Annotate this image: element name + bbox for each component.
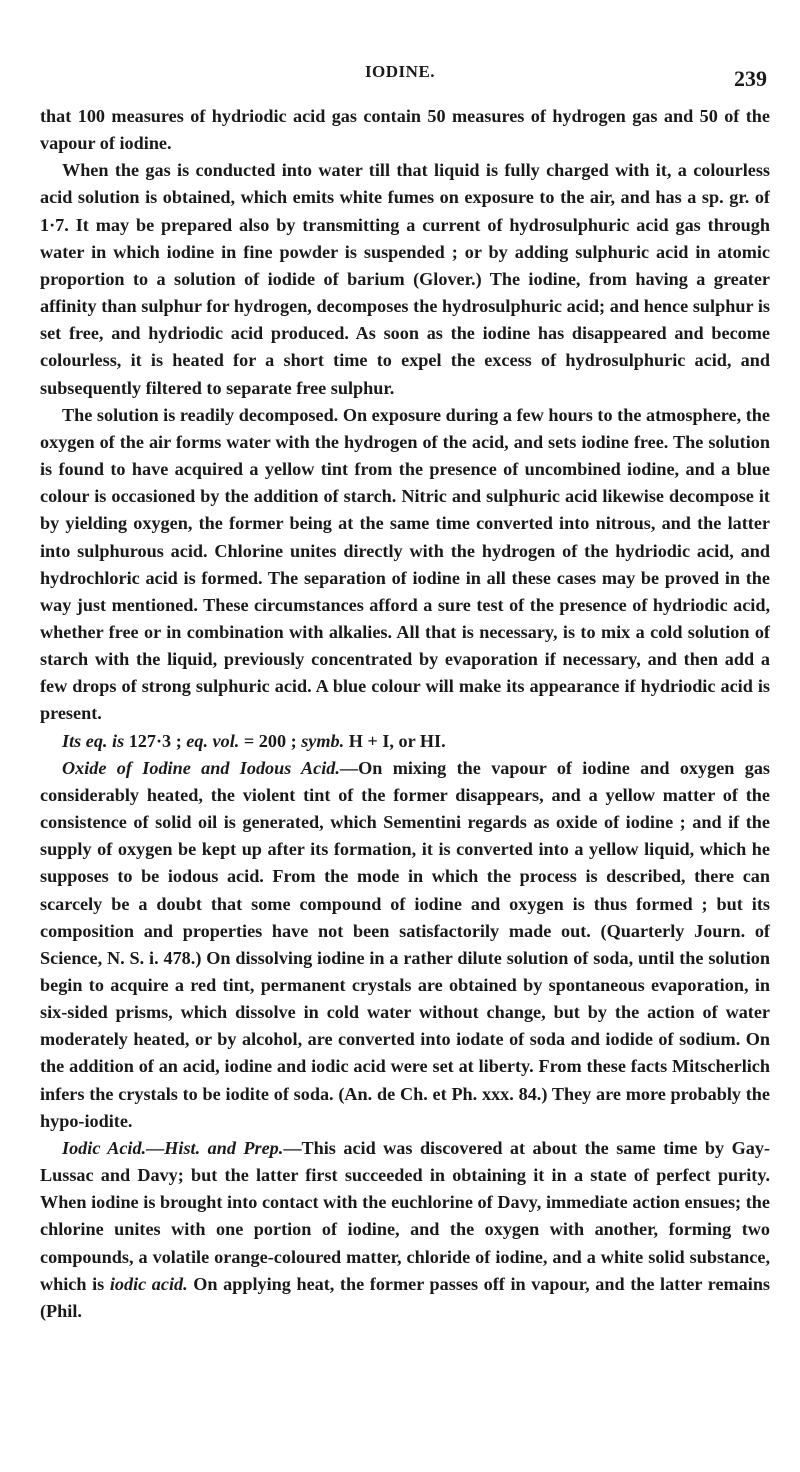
paragraph-oxide-of-iodine	[40, 755, 770, 1135]
iodic-acid-text: —This acid was discovered at about the same time by Gay-Lussac and Davy; but the latter first succeeded in obtaining it in a state of perfect purity. When iodine is brought into contact with the euchlorine of Davy, immediate action ensues; the chlorine unites with one portion of iodine, and the oxygen with another, forming two compounds, a volatile orange-coloured matter, chloride of iodine, and a white solid substance, which is	[40, 1137, 770, 1294]
iodic-acid-tail: On applying heat, the former passes off in vapour, and the latter remains (Phil.	[40, 1273, 771, 1321]
oxide-text: —On mixing the vapour of iodine and oxygen gas considerably heated, the violent tint of the former disappears, and a yellow matter of the consistence of solid oil is generated, which Sementini regards as oxide of iodine ; and if the supply of oxygen be kept up after its formation, it is converted into a yellow liquid, which he supposes to be iodous acid. From the mode in which the process is described, there can scarcely be a doubt that some compound of iodine and oxygen is thus formed ; but its composition and properties have not been satisfactorily made out. (Quarterly Journ. of Science, N. S. i. 478.) On dissolving iodine in a rather dilute solution of soda, until the solution begin to acquire a red tint, permanent crystals are obtained by spontaneous evaporation, in six-sided prisms, which dissolve in cold water without change, but by the action of water moderately heated, or by alcohol, are converted into iodate of soda and iodide of sodium. On the addition of an acid, iodine and iodic acid were set at liberty. From these facts Mitscherlich infers the crystals to be iodite of soda. (An. de Ch. et Ph. xxx. 84.) They are more probably the hypo-iodite.	[40, 757, 771, 1131]
body-text	[40, 103, 770, 1325]
paragraph-equivalent	[40, 728, 770, 755]
page-number: 239	[734, 66, 767, 91]
page-header	[0, 62, 800, 92]
section-heading-iodic-acid: Iodic Acid.—Hist. and Prep.	[62, 1137, 284, 1158]
equivalent-value: 127·3 ;	[128, 730, 182, 751]
equivalent-label: Its eq. is	[62, 730, 125, 751]
iodic-acid-term: iodic acid.	[109, 1273, 188, 1294]
paragraph-hydriodic-solution: When the gas is conducted into water till that liquid is fully charged with it, a colourless acid solution is obtained, which emits white fumes on exposure to the air, and has a sp. gr. of 1·7. It may be prepared also by transmitting a current of hydrosulphuric acid gas through water in which iodine in fine powder is suspended ; or by adding sulphuric acid in atomic proportion to a solution of iodide of barium (Glover.) The iodine, from having a greater affinity than sulphur for hydrogen, decomposes the hydrosulphuric acid; and hence sulphur is set free, and hydriodic acid produced. As soon as the iodine has disappeared and become colourless, it is heated for a short time to expel the excess of hydrosulphuric acid, and subsequently filtered to separate free sulphur.	[40, 160, 770, 398]
paragraph-hydriodic-measures: that 100 measures of hydriodic acid gas contain 50 measures of hydrogen gas and 50 of the vapour of iodine.	[40, 106, 770, 154]
paragraph-solution-decomposed: The solution is readily decomposed. On exposure during a few hours to the atmosphere, the oxygen of the air forms water with the hydrogen of the acid, and sets iodine free. The solution is found to have acquired a yellow tint from the presence of uncombined iodine, and a blue colour is occasioned by the addition of starch. Nitric and sulphuric acid likewise decompose it by yielding oxygen, the former being at the same time converted into nitrous, and the latter into sulphurous acid. Chlorine unites directly with the hydrogen of the hydriodic acid, and hydrochloric acid is formed. The separation of iodine in all these cases may be proved in the way just mentioned. These circumstances afford a sure test of the presence of hydriodic acid, whether free or in combination with alkalies. All that is necessary, is to mix a cold solution of starch with the liquid, previously concentrated by evaporation if necessary, and then add a few drops of strong sulphuric acid. A blue colour will make its appearance if hydriodic acid is present.	[40, 404, 770, 724]
running-title: IODINE.	[364, 62, 436, 81]
equivalent-volume-value: = 200 ;	[243, 730, 297, 751]
symbol-value: H + I, or HI.	[348, 730, 446, 751]
section-heading-oxide: Oxide of Iodine and Iodous Acid.	[62, 757, 340, 778]
equivalent-volume-label: eq. vol.	[186, 730, 240, 751]
paragraph-iodic-acid	[40, 1135, 770, 1325]
symbol-label: symb.	[301, 730, 345, 751]
